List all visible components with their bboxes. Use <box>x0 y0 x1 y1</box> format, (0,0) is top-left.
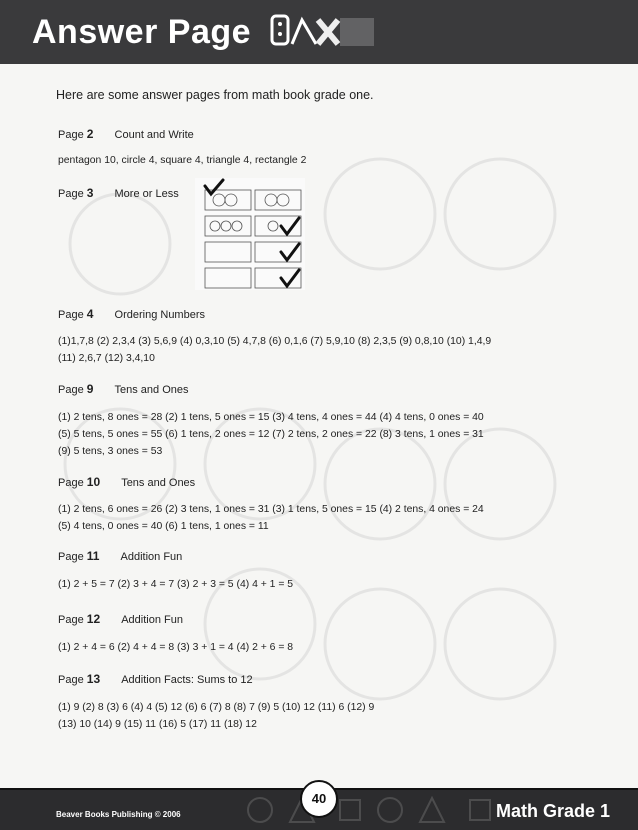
page-number: 9 <box>86 382 94 396</box>
section-topic: Tens and Ones <box>121 477 196 489</box>
section-topic: Addition Fun <box>121 614 183 626</box>
page-number-badge: 40 <box>300 780 338 818</box>
section-topic: Ordering Numbers <box>114 309 205 321</box>
answer-line: (13) 10 (14) 9 (15) 11 (16) 5 (17) 11 (18) 12 <box>58 719 257 730</box>
section-heading-page-2 <box>58 127 194 141</box>
section-heading-page-10 <box>58 475 195 489</box>
answer-line: (1) 2 tens, 6 ones = 26 (2) 3 tens, 1 ones = 31 (3) 1 tens, 5 ones = 15 (4) 2 tens, 4 ones = 24 <box>58 504 484 515</box>
section-heading-page-3 <box>58 186 179 200</box>
page-number: 12 <box>86 612 101 626</box>
answer-line: (5) 4 tens, 0 ones = 40 (6) 1 tens, 1 ones = 11 <box>58 521 269 532</box>
page-number: 2 <box>86 127 94 141</box>
section-heading-page-12 <box>58 612 183 626</box>
page-prefix: Page <box>58 551 84 563</box>
answer-line: (1) 2 tens, 8 ones = 28 (2) 1 tens, 5 ones = 15 (3) 4 tens, 4 ones = 44 (4) 4 tens, 0 ones = 40 <box>58 412 484 423</box>
page-title: Answer Page <box>32 13 252 51</box>
section-heading-page-9 <box>58 382 189 396</box>
answer-line: (1) 2 + 4 = 6 (2) 4 + 4 = 8 (3) 3 + 1 = 4 (4) 2 + 6 = 8 <box>58 642 294 653</box>
page-number: 4 <box>86 307 94 321</box>
worksheet-thumbnail <box>195 178 305 290</box>
page-number: 3 <box>86 186 94 200</box>
page-number: 10 <box>86 475 101 489</box>
section-topic: More or Less <box>114 188 179 200</box>
page-prefix: Page <box>58 614 84 626</box>
answer-line: (9) 5 tens, 3 ones = 53 <box>58 446 163 457</box>
header-logo-decoration <box>268 10 378 56</box>
section-topic: Addition Fun <box>120 551 183 563</box>
page-prefix: Page <box>58 384 84 396</box>
publisher-credit: Beaver Books Publishing © 2006 <box>56 810 181 819</box>
section-heading-page-4 <box>58 307 205 321</box>
page-number: 13 <box>86 672 101 686</box>
section-heading-page-13 <box>58 672 253 686</box>
answer-line: (1)1,7,8 (2) 2,3,4 (3) 5,6,9 (4) 0,3,10 (5) 4,7,8 (6) 0,1,6 (7) 5,9,10 (8) 2,3,5 (9) 0,8,10 (10) 1,4,9 <box>58 336 492 347</box>
section-topic: Count and Write <box>114 129 194 141</box>
page-number: 11 <box>86 549 100 563</box>
answer-line: (11) 2,6,7 (12) 3,4,10 <box>58 353 155 364</box>
page-prefix: Page <box>58 477 84 489</box>
footer-decoration <box>240 792 510 828</box>
intro-text: Here are some answer pages from math book grade one. <box>56 88 374 102</box>
answer-line: (1) 2 + 5 = 7 (2) 3 + 4 = 7 (3) 2 + 3 = 5 (4) 4 + 1 = 5 <box>58 579 294 590</box>
book-title: Math Grade 1 <box>495 801 610 821</box>
page-prefix: Page <box>58 674 84 686</box>
section-topic: Addition Facts: Sums to 12 <box>121 674 253 686</box>
answer-line: (5) 5 tens, 5 ones = 55 (6) 1 tens, 2 ones = 12 (7) 2 tens, 2 ones = 22 (8) 3 tens, 1 ones = 31 <box>58 429 484 440</box>
answer-line: pentagon 10, circle 4, square 4, triangle 4, rectangle 2 <box>58 155 307 166</box>
section-heading-page-11 <box>58 549 182 563</box>
page-prefix: Page <box>58 309 84 321</box>
section-topic: Tens and Ones <box>114 384 189 396</box>
answer-line: (1) 9 (2) 8 (3) 6 (4) 4 (5) 12 (6) 6 (7) 8 (8) 7 (9) 5 (10) 12 (11) 6 (12) 9 <box>58 702 375 713</box>
page-prefix: Page <box>58 129 84 141</box>
page-prefix: Page <box>58 188 84 200</box>
